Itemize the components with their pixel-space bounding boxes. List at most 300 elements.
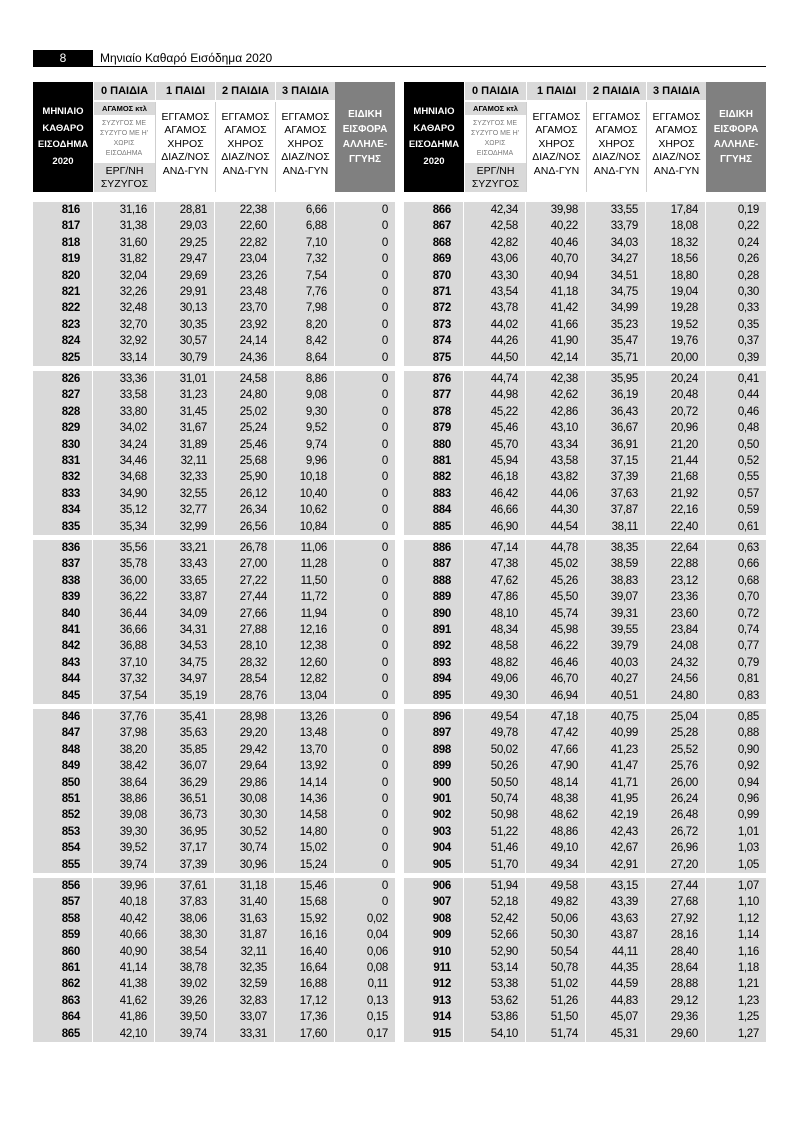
kids2-value: 30,52 xyxy=(215,824,275,840)
row-group xyxy=(404,709,766,873)
special-contribution-value: 0,46 xyxy=(737,405,759,418)
income-value: 894 xyxy=(404,671,464,687)
kids3-value: 18,08 xyxy=(646,218,706,234)
kids0-value: 51,46 xyxy=(464,840,526,856)
kids2-value: 39,31 xyxy=(586,606,646,622)
special-contribution-value: 0 xyxy=(381,487,388,500)
income-value: 840 xyxy=(33,606,93,622)
table-row xyxy=(33,622,395,638)
kids3-value: 28,40 xyxy=(646,944,706,960)
table-row xyxy=(33,655,395,671)
kids1-status-header xyxy=(155,102,215,192)
special-contribution-value: 0,92 xyxy=(737,760,759,773)
kids3-value: 12,82 xyxy=(275,671,335,687)
special-contribution-value: 0,02 xyxy=(366,912,388,925)
special-contribution-value: 0 xyxy=(381,776,388,789)
kids2-value: 41,71 xyxy=(586,775,646,791)
special-contribution-value: 0,08 xyxy=(366,961,388,974)
income-value: 881 xyxy=(404,453,464,469)
income-value: 868 xyxy=(404,235,464,251)
status-line: ΑΓΑΜΟΣ xyxy=(595,124,638,137)
special-contribution-value: 0 xyxy=(381,640,388,653)
subheader-line: ΣΥΖΥΓΟ ΜΕ Η' xyxy=(99,130,149,137)
income-header-line: ΜΗΝΙΑΙΟ xyxy=(42,106,84,117)
table-row xyxy=(33,453,395,469)
kids2-value: 23,26 xyxy=(215,268,275,284)
table-row xyxy=(404,911,766,927)
kids2-value: 45,07 xyxy=(586,1009,646,1025)
kids0-value: 36,88 xyxy=(93,638,155,654)
kids2-value: 26,34 xyxy=(215,502,275,518)
kids1-value: 30,79 xyxy=(155,350,215,366)
income-value: 818 xyxy=(33,235,93,251)
kids3-value: 13,26 xyxy=(275,709,335,725)
table-row xyxy=(33,993,395,1009)
subheader-line: ΧΩΡΙΣ xyxy=(113,140,135,147)
kids1-value: 40,94 xyxy=(526,268,586,284)
special-contribution-value: 1,16 xyxy=(737,945,759,958)
income-value: 833 xyxy=(33,486,93,502)
kids3-value: 11,72 xyxy=(275,589,335,605)
kids1-value: 31,67 xyxy=(155,420,215,436)
income-value: 899 xyxy=(404,758,464,774)
table-body xyxy=(404,202,766,1047)
kids2-status-header xyxy=(586,102,646,192)
special-contribution-value: 0,37 xyxy=(737,335,759,348)
kids0-value: 31,16 xyxy=(93,202,155,218)
kids1-value: 47,90 xyxy=(526,758,586,774)
status-line: ΑΝΔ-ΓΥΝ xyxy=(593,164,640,177)
kids2-value: 27,44 xyxy=(215,589,275,605)
special-contribution-value: 0,83 xyxy=(737,689,759,702)
special-contribution-value: 0,06 xyxy=(366,945,388,958)
kids1-value: 51,50 xyxy=(526,1009,586,1025)
kids1-value: 44,78 xyxy=(526,540,586,556)
kids0-value: 51,94 xyxy=(464,878,526,894)
kids0-value: 33,36 xyxy=(93,371,155,387)
kids1-value: 46,70 xyxy=(526,671,586,687)
kids1-value: 50,54 xyxy=(526,944,586,960)
table-row xyxy=(33,251,395,267)
status-line: ΔΙΑΖ/ΝΟΣ xyxy=(592,151,641,164)
kids2-value: 39,55 xyxy=(586,622,646,638)
table-row xyxy=(404,993,766,1009)
kids1-value: 36,95 xyxy=(155,824,215,840)
income-value: 888 xyxy=(404,573,464,589)
kids1-value: 34,75 xyxy=(155,655,215,671)
income-value: 827 xyxy=(33,387,93,403)
kids0-value: 46,66 xyxy=(464,502,526,518)
status-line: ΑΓΑΜΟΣ xyxy=(655,124,698,137)
kids0-value: 47,38 xyxy=(464,556,526,572)
income-value: 906 xyxy=(404,878,464,894)
kids1-value: 37,39 xyxy=(155,857,215,873)
kids0-value: 45,46 xyxy=(464,420,526,436)
kids3-value: 19,28 xyxy=(646,300,706,316)
income-value: 858 xyxy=(33,911,93,927)
table-row xyxy=(404,655,766,671)
income-value: 865 xyxy=(33,1026,93,1042)
kids1-value: 31,23 xyxy=(155,387,215,403)
kids2-value: 33,07 xyxy=(215,1009,275,1025)
table-row xyxy=(404,622,766,638)
kids3-value: 15,92 xyxy=(275,911,335,927)
special-contribution-value: 0 xyxy=(381,623,388,636)
kids0-subheader-working-spouse xyxy=(464,163,526,192)
kids1-status-header xyxy=(526,102,586,192)
table-row xyxy=(33,486,395,502)
special-contribution-value: 0,85 xyxy=(737,711,759,723)
kids1-value: 31,89 xyxy=(155,437,215,453)
kids2-value: 35,23 xyxy=(586,317,646,333)
special-contribution-value: 1,25 xyxy=(737,1011,759,1024)
kids0-value: 53,38 xyxy=(464,976,526,992)
kids2-value: 37,39 xyxy=(586,469,646,485)
kids1-value: 36,29 xyxy=(155,775,215,791)
kids2-value: 22,82 xyxy=(215,235,275,251)
kids2-value: 42,91 xyxy=(586,857,646,873)
kids2-value: 42,43 xyxy=(586,824,646,840)
kids1-value: 31,45 xyxy=(155,404,215,420)
table-row xyxy=(404,807,766,823)
status-line: ΔΙΑΖ/ΝΟΣ xyxy=(281,151,330,164)
kids0-value: 45,94 xyxy=(464,453,526,469)
income-value: 855 xyxy=(33,857,93,873)
kids1-value: 36,51 xyxy=(155,791,215,807)
kids1-value: 38,06 xyxy=(155,911,215,927)
kids3-value: 16,88 xyxy=(275,976,335,992)
kids0-value: 47,62 xyxy=(464,573,526,589)
table-row xyxy=(33,775,395,791)
kids3-value: 13,92 xyxy=(275,758,335,774)
subheader-line: ΧΩΡΙΣ xyxy=(484,140,506,147)
special-contribution-value: 0,90 xyxy=(737,743,759,756)
table-row xyxy=(404,1009,766,1025)
income-value: 816 xyxy=(33,202,93,218)
kids2-value: 34,75 xyxy=(586,284,646,300)
income-value: 867 xyxy=(404,218,464,234)
income-value: 901 xyxy=(404,791,464,807)
kids1-value: 34,97 xyxy=(155,671,215,687)
kids0-value: 42,34 xyxy=(464,202,526,218)
kids1-value: 42,86 xyxy=(526,404,586,420)
income-value: 823 xyxy=(33,317,93,333)
special-contribution-value: 0,59 xyxy=(737,504,759,517)
kids1-value: 34,31 xyxy=(155,622,215,638)
kids3-value: 15,68 xyxy=(275,894,335,910)
kids0-value: 48,10 xyxy=(464,606,526,622)
kids2-value: 28,54 xyxy=(215,671,275,687)
kids1-value: 32,33 xyxy=(155,469,215,485)
kids2-value: 42,67 xyxy=(586,840,646,856)
income-value: 882 xyxy=(404,469,464,485)
kids1-value: 43,34 xyxy=(526,437,586,453)
income-value: 841 xyxy=(33,622,93,638)
kids0-value: 37,10 xyxy=(93,655,155,671)
kids2-value: 41,47 xyxy=(586,758,646,774)
kids1-value: 48,38 xyxy=(526,791,586,807)
table-row xyxy=(404,519,766,535)
income-value: 884 xyxy=(404,502,464,518)
special-header-line: ΕΙΣΦΟΡΑ xyxy=(713,124,759,135)
kids3-value: 9,30 xyxy=(275,404,335,420)
kids1-value: 37,83 xyxy=(155,894,215,910)
kids0-subheader-working-spouse xyxy=(93,163,155,192)
special-contribution-value: 0 xyxy=(381,689,388,702)
kids0-value: 38,86 xyxy=(93,791,155,807)
special-contribution-header xyxy=(335,82,395,192)
table-row xyxy=(404,1026,766,1042)
kids0-value: 32,70 xyxy=(93,317,155,333)
special-contribution-value: 0 xyxy=(381,858,388,871)
special-contribution-value: 0 xyxy=(381,389,388,402)
income-value: 909 xyxy=(404,927,464,943)
special-contribution-value: 0 xyxy=(381,727,388,740)
special-contribution-value: 0 xyxy=(381,504,388,517)
kids0-value: 35,34 xyxy=(93,519,155,535)
table-header xyxy=(33,82,395,192)
special-contribution-value: 0 xyxy=(381,743,388,756)
kids0-value: 50,50 xyxy=(464,775,526,791)
kids2-value: 36,67 xyxy=(586,420,646,436)
kids2-value: 43,63 xyxy=(586,911,646,927)
income-column-header xyxy=(404,82,464,192)
kids0-value: 50,98 xyxy=(464,807,526,823)
kids1-value: 30,13 xyxy=(155,300,215,316)
table-row xyxy=(404,976,766,992)
income-value: 854 xyxy=(33,840,93,856)
income-value: 869 xyxy=(404,251,464,267)
table-row xyxy=(33,671,395,687)
kids3-value: 24,80 xyxy=(646,688,706,704)
status-line: ΑΝΔ-ΓΥΝ xyxy=(222,164,269,177)
kids0-subheader-single: ΑΓΑΜΟΣ κτλ xyxy=(93,102,155,115)
kids0-value: 33,14 xyxy=(93,350,155,366)
kids0-value: 42,10 xyxy=(93,1026,155,1042)
income-value: 875 xyxy=(404,350,464,366)
special-header-line: ΓΓΥΗΣ xyxy=(349,154,381,165)
kids1-value: 38,30 xyxy=(155,927,215,943)
table-row xyxy=(404,556,766,572)
income-value: 842 xyxy=(33,638,93,654)
kids2-header: 2 ΠΑΙΔΙΑ xyxy=(586,82,646,100)
table-row xyxy=(33,333,395,349)
kids1-value: 32,99 xyxy=(155,519,215,535)
kids2-value: 31,18 xyxy=(215,878,275,894)
kids3-value: 14,80 xyxy=(275,824,335,840)
income-value: 870 xyxy=(404,268,464,284)
special-contribution-value: 1,03 xyxy=(737,842,759,855)
income-value: 879 xyxy=(404,420,464,436)
status-line: ΔΙΑΖ/ΝΟΣ xyxy=(532,151,581,164)
income-value: 863 xyxy=(33,993,93,1009)
income-value: 836 xyxy=(33,540,93,556)
income-value: 892 xyxy=(404,638,464,654)
kids0-value: 44,74 xyxy=(464,371,526,387)
table-row xyxy=(404,420,766,436)
kids2-value: 26,56 xyxy=(215,519,275,535)
kids1-value: 44,06 xyxy=(526,486,586,502)
kids3-value: 8,42 xyxy=(275,333,335,349)
special-contribution-value: 1,10 xyxy=(737,896,759,909)
kids2-value: 31,63 xyxy=(215,911,275,927)
kids1-value: 45,98 xyxy=(526,622,586,638)
row-group xyxy=(404,202,766,366)
kids3-value: 24,56 xyxy=(646,671,706,687)
kids2-value: 29,42 xyxy=(215,742,275,758)
kids3-value: 7,54 xyxy=(275,268,335,284)
kids1-value: 44,30 xyxy=(526,502,586,518)
kids3-value: 26,96 xyxy=(646,840,706,856)
special-contribution-value: 0,24 xyxy=(737,236,759,249)
kids0-value: 39,74 xyxy=(93,857,155,873)
table-row xyxy=(33,791,395,807)
special-contribution-value: 0 xyxy=(381,302,388,315)
income-header-line: 2020 xyxy=(52,155,74,167)
income-value: 860 xyxy=(33,944,93,960)
kids3-value: 7,98 xyxy=(275,300,335,316)
kids0-value: 32,26 xyxy=(93,284,155,300)
status-line: ΕΓΓΑΜΟΣ xyxy=(592,111,641,123)
status-line: ΔΙΑΖ/ΝΟΣ xyxy=(652,151,701,164)
status-line: ΑΓΑΜΟΣ xyxy=(284,124,327,137)
special-contribution-value: 0,66 xyxy=(737,558,759,571)
special-contribution-value: 0,48 xyxy=(737,422,759,435)
kids3-value: 10,18 xyxy=(275,469,335,485)
special-contribution-value: 0 xyxy=(381,335,388,348)
special-header-line: ΕΙΣΦΟΡΑ xyxy=(342,124,388,135)
table-row xyxy=(404,638,766,654)
table-row xyxy=(404,284,766,300)
kids3-value: 20,00 xyxy=(646,350,706,366)
special-contribution-value: 1,18 xyxy=(737,961,759,974)
special-contribution-value: 0,77 xyxy=(737,640,759,653)
kids3-value: 14,14 xyxy=(275,775,335,791)
kids2-value: 40,75 xyxy=(586,709,646,725)
income-value: 824 xyxy=(33,333,93,349)
kids2-value: 41,95 xyxy=(586,791,646,807)
kids2-value: 31,87 xyxy=(215,927,275,943)
kids3-value: 26,24 xyxy=(646,791,706,807)
status-line: ΑΓΑΜΟΣ xyxy=(164,124,207,137)
kids3-value: 23,60 xyxy=(646,606,706,622)
kids0-value: 43,06 xyxy=(464,251,526,267)
kids3-value: 18,32 xyxy=(646,235,706,251)
kids1-value: 46,94 xyxy=(526,688,586,704)
special-contribution-value: 0,55 xyxy=(737,471,759,484)
table-row xyxy=(33,350,395,366)
kids1-value: 39,26 xyxy=(155,993,215,1009)
special-contribution-value: 1,01 xyxy=(737,825,759,838)
kids2-value: 36,43 xyxy=(586,404,646,420)
table-row xyxy=(404,589,766,605)
income-value: 912 xyxy=(404,976,464,992)
kids2-value: 34,99 xyxy=(586,300,646,316)
special-header-line: ΓΓΥΗΣ xyxy=(720,154,752,165)
kids3-value: 17,60 xyxy=(275,1026,335,1042)
row-group xyxy=(404,878,766,1042)
kids1-value: 50,30 xyxy=(526,927,586,943)
table-row xyxy=(33,840,395,856)
kids1-value: 35,19 xyxy=(155,688,215,704)
special-contribution-value: 0,44 xyxy=(737,389,759,402)
kids0-value: 36,66 xyxy=(93,622,155,638)
status-line: ΕΓΓΑΜΟΣ xyxy=(221,111,270,123)
kids3-value: 29,36 xyxy=(646,1009,706,1025)
table-row xyxy=(404,960,766,976)
kids0-value: 33,80 xyxy=(93,404,155,420)
table-row xyxy=(33,502,395,518)
kids3-value: 6,88 xyxy=(275,218,335,234)
kids1-value: 49,58 xyxy=(526,878,586,894)
kids1-value: 35,63 xyxy=(155,725,215,741)
income-header-line: ΕΙΣΟΔΗΜΑ xyxy=(37,139,89,150)
kids2-value: 24,80 xyxy=(215,387,275,403)
kids1-value: 47,18 xyxy=(526,709,586,725)
kids2-value: 34,27 xyxy=(586,251,646,267)
kids2-value: 37,87 xyxy=(586,502,646,518)
table-row xyxy=(404,857,766,873)
special-contribution-value: 0 xyxy=(381,591,388,604)
kids0-value: 34,46 xyxy=(93,453,155,469)
kids0-value: 39,08 xyxy=(93,807,155,823)
kids3-value: 28,16 xyxy=(646,927,706,943)
kids3-value: 9,96 xyxy=(275,453,335,469)
kids2-value: 30,08 xyxy=(215,791,275,807)
kids2-value: 29,86 xyxy=(215,775,275,791)
kids1-value: 40,70 xyxy=(526,251,586,267)
kids1-value: 36,07 xyxy=(155,758,215,774)
kids2-value: 39,07 xyxy=(586,589,646,605)
kids3-value: 16,16 xyxy=(275,927,335,943)
kids1-value: 32,55 xyxy=(155,486,215,502)
table-row xyxy=(404,202,766,218)
table-header xyxy=(404,82,766,192)
kids0-header: 0 ΠΑΙΔΙΑ xyxy=(93,82,155,100)
kids2-value: 34,03 xyxy=(586,235,646,251)
kids3-value: 27,20 xyxy=(646,857,706,873)
table-row xyxy=(33,469,395,485)
status-line: ΑΝΔ-ΓΥΝ xyxy=(162,164,209,177)
row-group xyxy=(33,878,395,1042)
kids3-value: 18,80 xyxy=(646,268,706,284)
special-contribution-value: 1,21 xyxy=(737,978,759,991)
kids0-value: 52,90 xyxy=(464,944,526,960)
kids0-value: 53,86 xyxy=(464,1009,526,1025)
special-contribution-value: 0 xyxy=(381,760,388,773)
income-value: 913 xyxy=(404,993,464,1009)
kids3-value: 8,20 xyxy=(275,317,335,333)
table-row xyxy=(33,218,395,234)
income-value: 851 xyxy=(33,791,93,807)
special-contribution-value: 0,15 xyxy=(366,1011,388,1024)
kids2-value: 24,36 xyxy=(215,350,275,366)
kids2-value: 44,35 xyxy=(586,960,646,976)
kids3-value: 28,64 xyxy=(646,960,706,976)
special-header-line: ΑΛΛΗΛΕ- xyxy=(342,139,388,150)
table-row xyxy=(33,540,395,556)
kids2-value: 32,83 xyxy=(215,993,275,1009)
kids0-value: 32,92 xyxy=(93,333,155,349)
table-row xyxy=(404,894,766,910)
kids3-value: 21,92 xyxy=(646,486,706,502)
table-row xyxy=(404,218,766,234)
kids0-value: 40,42 xyxy=(93,911,155,927)
special-contribution-value: 0,70 xyxy=(737,591,759,604)
table-row xyxy=(33,235,395,251)
kids1-value: 33,65 xyxy=(155,573,215,589)
kids2-value: 30,74 xyxy=(215,840,275,856)
